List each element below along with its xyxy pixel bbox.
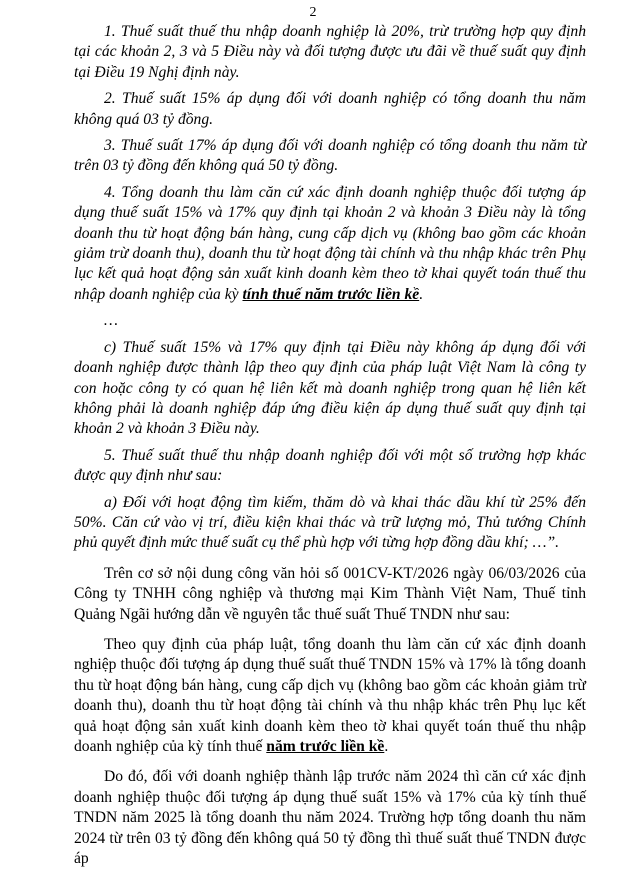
clause-4-text: 4. Tổng doanh thu làm căn cứ xác định doanh nghiệp thuộc đối tượng áp dụng thuế suất 15% và 17% quy định tại khoản 2 và khoản 3 Điều này là tổng doanh thu từ hoạt động bán hàng, cung cấp dịch vụ (không bao gồm các khoản giảm trừ doanh thu), doanh thu từ hoạt động tài chính và thu nhập khác trên Phụ lục kết quả hoạt động sản xuất kinh doanh kèm theo tờ khai quyết toán thuế thu nhập doanh nghiệp của kỳ: [74, 183, 586, 303]
paragraph-rule-end: .: [384, 738, 389, 755]
paragraph-rule: [74, 635, 586, 757]
paragraph-rule-emphasis: năm trước liền kề: [266, 738, 385, 755]
page-number: 2: [309, 5, 317, 20]
paragraph-basis: Trên cơ sở nội dung công văn hỏi số 001CV-KT/2026 ngày 06/03/2026 của Công ty TNHH công nghiệp và thương mại Kim Thành Việt Nam, Thuế tỉnh Quảng Ngãi hướng dẫn về nguyên tắc thuế suất Thuế TNDN như sau:: [74, 564, 586, 623]
clause-2: 2. Thuế suất 15% áp dụng đối với doanh nghiệp có tổng doanh thu năm không quá 03 tỷ đồng.: [74, 90, 586, 128]
clause-4-emphasis: tính thuế năm trước liền kề: [242, 285, 420, 303]
clause-3: 3. Thuế suất 17% áp dụng đối với doanh nghiệp có tổng doanh thu năm từ trên 03 tỷ đồng đến không quá 50 tỷ đồng.: [74, 137, 586, 175]
clause-4: [74, 183, 586, 305]
document-body: [74, 22, 586, 875]
clause-c: c) Thuế suất 15% và 17% quy định tại Điều này không áp dụng đối với doanh nghiệp được thành lập theo quy định của pháp luật Việt Nam là công ty con hoặc công ty có quan hệ liên kết mà doanh nghiệp trong quan hệ liên kết không phải là doanh nghiệp đáp ứng điều kiện áp dụng thuế suất quy định tại khoản 2 và khoản 3 Điều này.: [74, 338, 586, 438]
ellipsis: …: [104, 312, 118, 330]
paragraph-rule-text: Theo quy định của pháp luật, tổng doanh thu làm căn cứ xác định doanh nghiệp thuộc đối tượng áp dụng thuế suất thuế TNDN 15% và 17% là tổng doanh thu từ hoạt động bán hàng, cung cấp dịch vụ (không bao gồm các khoản giảm trừ doanh thu), doanh thu từ hoạt động tài chính và thu nhập khác trên Phụ lục kết quả hoạt động sản xuất kinh doanh kèm theo tờ khai quyết toán thuế thu nhập doanh nghiệp của kỳ tính thuế: [74, 635, 586, 755]
clause-1: 1. Thuế suất thuế thu nhập doanh nghiệp là 20%, trừ trường hợp quy định tại các khoản 2, 3 và 5 Điều này và đối tượng được ưu đãi về thuế suất quy định tại Điều 19 Nghị định này.: [74, 23, 586, 81]
clause-5a: a) Đối với hoạt động tìm kiếm, thăm dò và khai thác dầu khí từ 25% đến 50%. Căn cứ vào vị trí, điều kiện khai thác và trữ lượng mỏ, Thủ tướng Chính phủ quyết định mức thuế suất cụ thể phù hợp với từng hợp đồng dầu khí; …”.: [74, 493, 586, 552]
paragraph-conclusion: Do đó, đối với doanh nghiệp thành lập trước năm 2024 thì căn cứ xác định doanh nghiệp thuộc đối tượng áp dụng thuế suất 15% và 17% của kỳ tính thuế TNDN năm 2025 là tổng doanh thu năm 2024. Trường hợp tổng doanh thu năm 2024 từ trên 03 tỷ đồng đến không quá 50 tỷ đồng thì thuế suất thuế TNDN được áp: [74, 768, 586, 868]
clause-4-end: .: [419, 285, 424, 303]
clause-5: 5. Thuế suất thuế thu nhập doanh nghiệp đối với một số trường hợp khác được quy định như sau:: [74, 446, 586, 485]
